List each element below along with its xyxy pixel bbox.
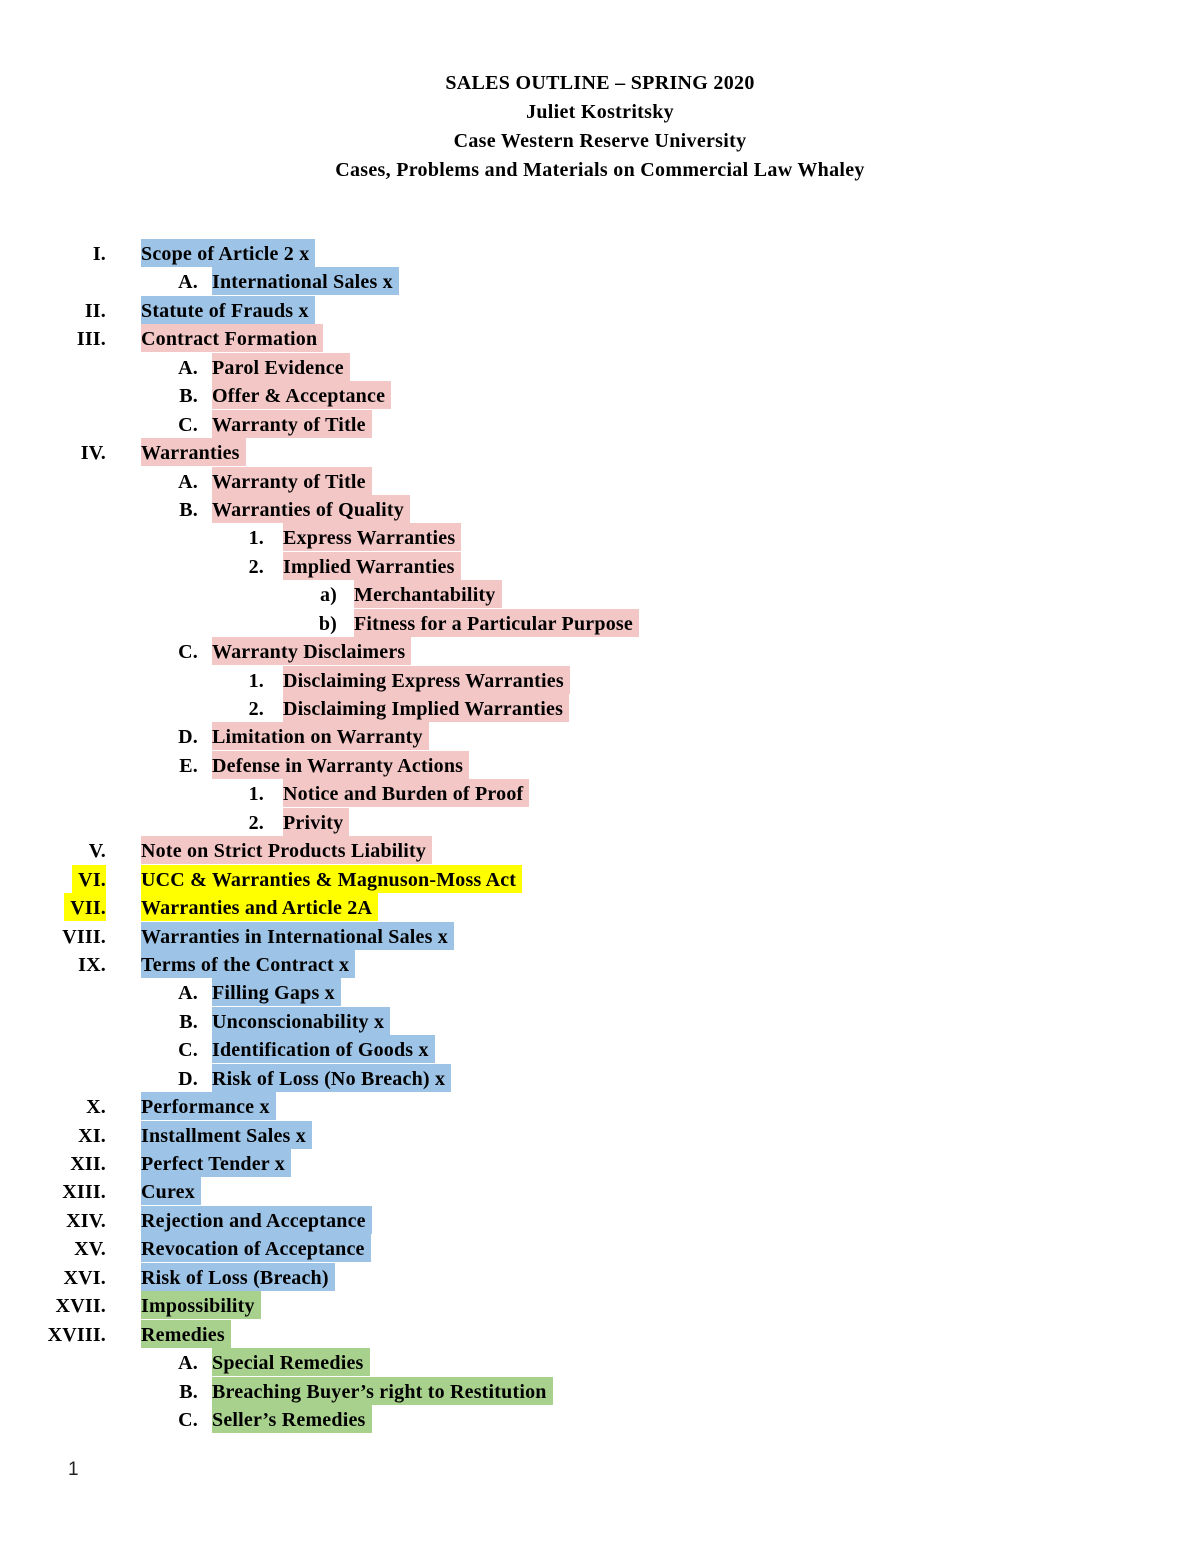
- outline-item: [0, 893, 1200, 921]
- outline-number: 2.: [248, 698, 264, 720]
- outline-number: XV.: [74, 1238, 106, 1261]
- outline-number: 1.: [248, 527, 264, 550]
- outline-number: A.: [178, 982, 198, 1005]
- outline-number: I.: [92, 243, 106, 265]
- outline-item: [0, 1035, 1200, 1063]
- outline-number: X.: [86, 1096, 106, 1119]
- outline-number: II.: [84, 299, 106, 322]
- document-header: [0, 69, 1200, 185]
- outline-number: A.: [178, 271, 198, 294]
- outline-item: [0, 353, 1200, 381]
- document-title: SALES OUTLINE – SPRING 2020: [445, 72, 755, 94]
- outline-item: [0, 836, 1200, 864]
- outline-item: [0, 1320, 1200, 1348]
- outline-item: [0, 523, 1200, 551]
- outline-heading: Privity: [283, 808, 349, 836]
- outline-heading: Revocation of Acceptance: [141, 1234, 371, 1262]
- outline-item: [0, 950, 1200, 978]
- outline-item: [0, 495, 1200, 523]
- outline-heading: Remedies: [141, 1320, 231, 1348]
- outline-heading: Installment Sales x: [141, 1121, 312, 1149]
- outline-item: [0, 865, 1200, 893]
- outline-item: [0, 552, 1200, 580]
- outline-item: [0, 1149, 1200, 1177]
- outline-heading: Fitness for a Particular Purpose: [354, 609, 639, 637]
- outline-heading: Warranty of Title: [212, 410, 372, 438]
- outline-number: XVI.: [63, 1266, 106, 1289]
- outline-heading: Express Warranties: [283, 523, 461, 551]
- outline-heading: Offer & Acceptance: [212, 381, 391, 409]
- outline-heading: Warranties: [141, 438, 246, 466]
- outline-number: D.: [178, 1067, 198, 1090]
- outline-number: IX.: [78, 953, 106, 976]
- outline-item: [0, 296, 1200, 324]
- outline-item: [0, 779, 1200, 807]
- outline-item: [0, 637, 1200, 665]
- outline-heading: Identification of Goods x: [212, 1035, 435, 1063]
- outline-heading: Merchantability: [354, 580, 502, 608]
- outline-heading: Warranties of Quality: [212, 495, 410, 523]
- outline-number: C.: [178, 641, 198, 664]
- outline-heading: Perfect Tender x: [141, 1149, 291, 1177]
- outline-heading: Curex: [141, 1177, 201, 1205]
- outline-heading: Warranty of Title: [212, 467, 372, 495]
- outline-number: 1.: [248, 783, 264, 806]
- outline-list: [0, 239, 1200, 1433]
- outline-item: [0, 324, 1200, 352]
- outline-item: [0, 467, 1200, 495]
- outline-heading: UCC & Warranties & Magnuson-Moss Act: [141, 865, 522, 893]
- outline-item: [0, 694, 1200, 722]
- casebook-title: Cases, Problems and Materials on Commercial Law Whaley: [335, 159, 865, 181]
- outline-item: [0, 1291, 1200, 1319]
- outline-item: [0, 1234, 1200, 1262]
- outline-item: [0, 1206, 1200, 1234]
- outline-heading: Notice and Burden of Proof: [283, 779, 529, 807]
- outline-number: b): [318, 612, 337, 635]
- outline-item: [0, 1121, 1200, 1149]
- outline-number: XVII.: [55, 1295, 106, 1318]
- outline-heading: Filling Gaps x: [212, 978, 341, 1006]
- outline-heading: Breaching Buyer’s right to Restitution: [212, 1377, 553, 1405]
- outline-item: [0, 751, 1200, 779]
- outline-heading: Disclaiming Express Warranties: [283, 666, 570, 694]
- author-name: Juliet Kostritsky: [526, 101, 674, 123]
- outline-heading: Defense in Warranty Actions: [212, 751, 469, 779]
- outline-heading: Warranties and Article 2A: [141, 893, 378, 921]
- outline-number: A.: [178, 1352, 198, 1375]
- outline-number: C.: [178, 1039, 198, 1062]
- outline-item: [0, 239, 1200, 267]
- outline-heading: Rejection and Acceptance: [141, 1206, 372, 1234]
- outline-heading: Limitation on Warranty: [212, 722, 429, 750]
- outline-item: [0, 267, 1200, 295]
- outline-number: XIV.: [66, 1209, 106, 1232]
- outline-number: VIII.: [62, 925, 106, 948]
- outline-heading: Implied Warranties: [283, 552, 461, 580]
- outline-item: [0, 722, 1200, 750]
- school-name: Case Western Reserve University: [453, 130, 747, 152]
- outline-item: [0, 808, 1200, 836]
- outline-number: B.: [179, 385, 198, 408]
- outline-number: a): [319, 584, 337, 607]
- outline-heading: Disclaiming Implied Warranties: [283, 694, 569, 722]
- outline-item: [0, 1405, 1200, 1433]
- outline-item: [0, 1092, 1200, 1120]
- outline-item: [0, 1377, 1200, 1405]
- outline-item: [0, 1064, 1200, 1092]
- outline-heading: Contract Formation: [141, 324, 323, 352]
- outline-item: [0, 438, 1200, 466]
- outline-number: V.: [88, 840, 106, 863]
- outline-number: B.: [179, 1010, 198, 1033]
- outline-heading: Scope of Article 2 x: [141, 239, 315, 267]
- outline-item: [0, 1007, 1200, 1035]
- outline-heading: Impossibility: [141, 1291, 261, 1319]
- outline-item: [0, 609, 1200, 637]
- outline-item: [0, 410, 1200, 438]
- outline-number: A.: [178, 470, 198, 493]
- outline-heading: Statute of Frauds x: [141, 296, 315, 324]
- outline-number: XI.: [78, 1124, 106, 1147]
- page-number: 1: [68, 1459, 79, 1480]
- outline-heading: Terms of the Contract x: [141, 950, 355, 978]
- outline-number: 2.: [248, 555, 264, 578]
- outline-item: [0, 381, 1200, 409]
- outline-number: B.: [179, 498, 198, 521]
- outline-heading: Seller’s Remedies: [212, 1405, 372, 1433]
- outline-item: [0, 922, 1200, 950]
- outline-heading: International Sales x: [212, 267, 399, 295]
- outline-number: XVIII.: [47, 1323, 106, 1346]
- outline-heading: Warranty Disclaimers: [212, 637, 411, 665]
- outline-number: E.: [179, 754, 198, 777]
- outline-heading: Warranties in International Sales x: [141, 922, 454, 950]
- outline-number: XII.: [70, 1153, 106, 1175]
- outline-item: [0, 1348, 1200, 1376]
- outline-number: C.: [178, 1408, 198, 1431]
- outline-item: [0, 1263, 1200, 1291]
- outline-number: VI.: [72, 865, 106, 893]
- outline-number: XIII.: [62, 1181, 106, 1204]
- outline-number: A.: [178, 356, 198, 379]
- outline-heading: Risk of Loss (No Breach) x: [212, 1064, 451, 1092]
- outline-item: [0, 666, 1200, 694]
- outline-heading: Parol Evidence: [212, 353, 350, 381]
- outline-number: C.: [178, 413, 198, 436]
- outline-item: [0, 1177, 1200, 1205]
- outline-number: VII.: [64, 893, 106, 921]
- outline-number: IV.: [80, 442, 106, 465]
- outline-heading: Performance x: [141, 1092, 276, 1120]
- outline-item: [0, 580, 1200, 608]
- outline-number: B.: [179, 1380, 198, 1403]
- outline-heading: Special Remedies: [212, 1348, 370, 1376]
- outline-number: III.: [76, 328, 106, 351]
- outline-heading: Risk of Loss (Breach): [141, 1263, 335, 1291]
- outline-number: D.: [178, 726, 198, 749]
- outline-item: [0, 978, 1200, 1006]
- outline-number: 1.: [248, 669, 264, 692]
- outline-number: 2.: [248, 811, 264, 834]
- outline-heading: Unconscionability x: [212, 1007, 390, 1035]
- outline-heading: Note on Strict Products Liability: [141, 836, 432, 864]
